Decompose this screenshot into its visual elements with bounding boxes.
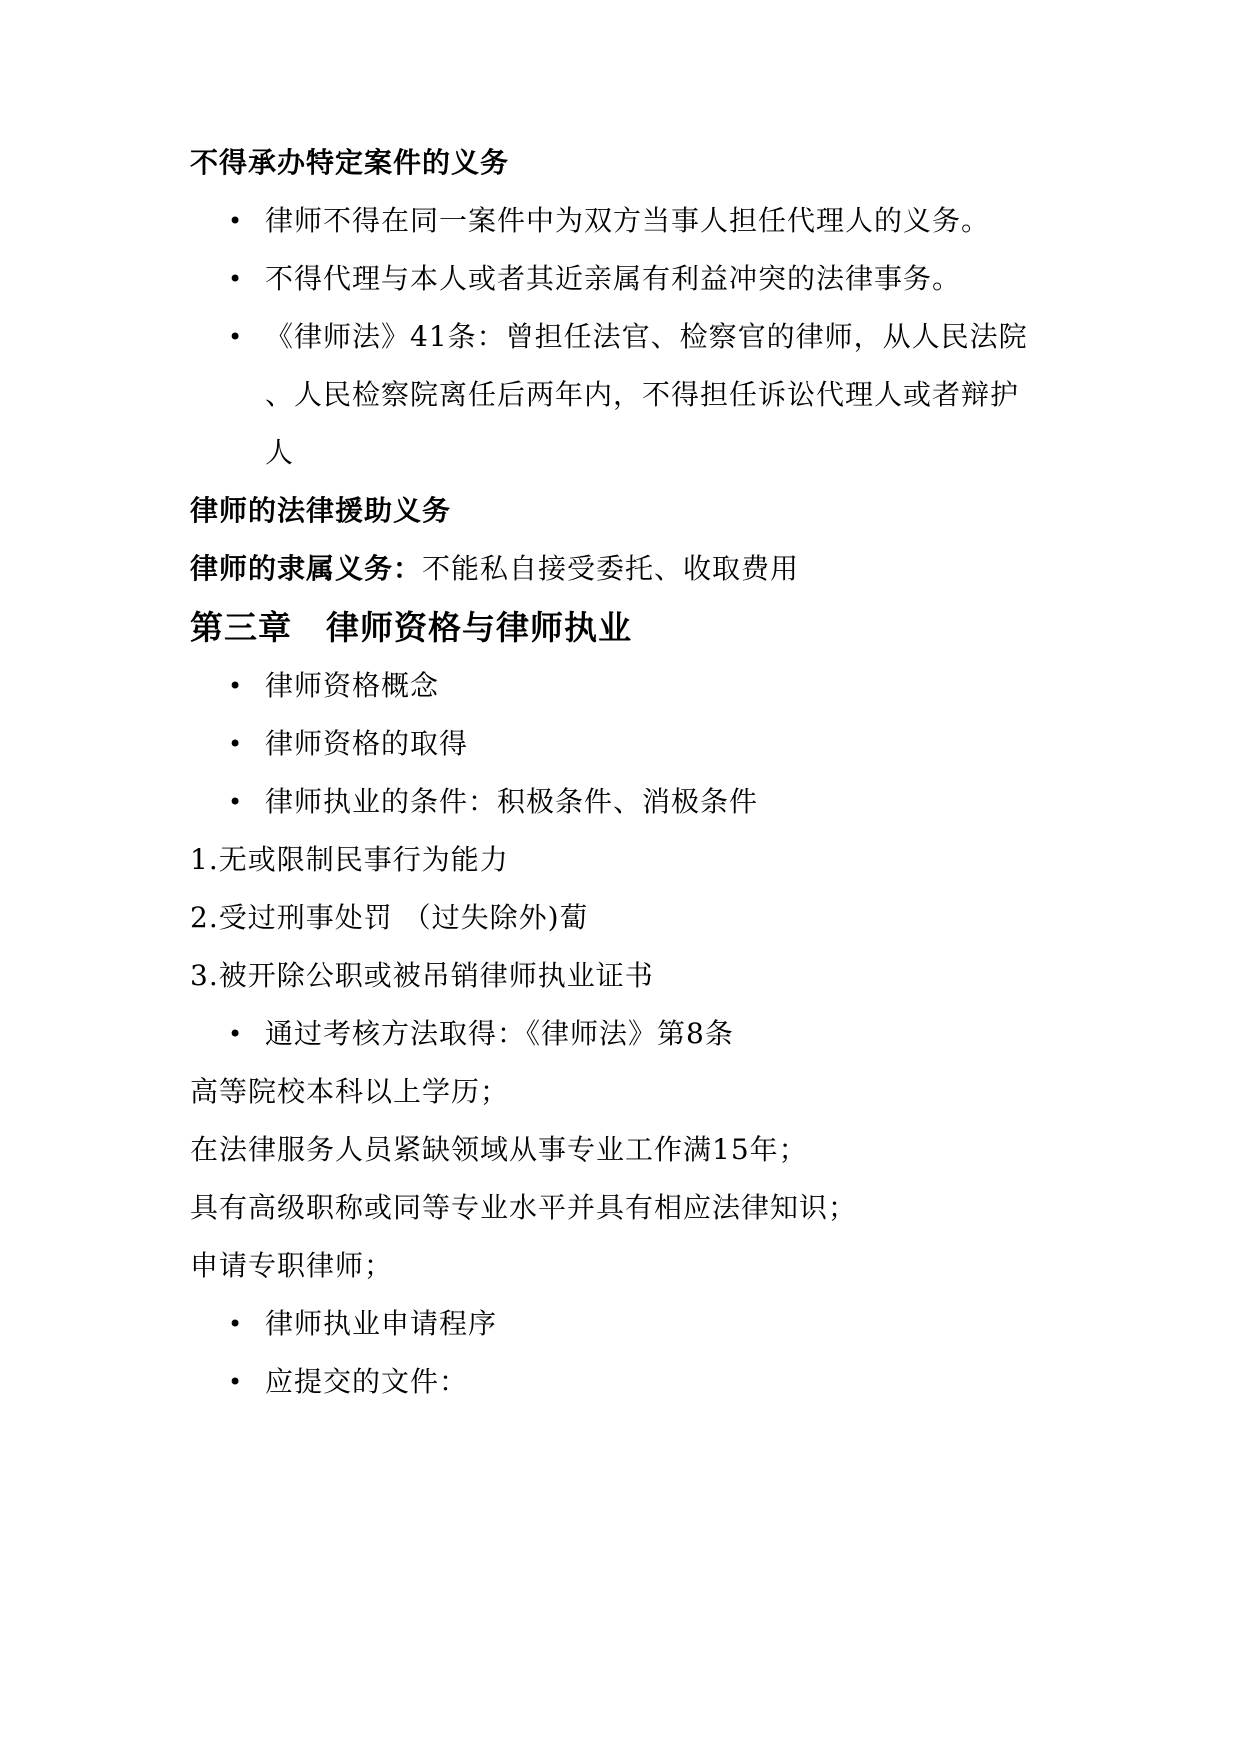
bullet-dot: •	[228, 1310, 243, 1338]
bullet-item: 《律师法》41条：曾担任法官、检察官的律师，从人民法院	[265, 320, 1028, 353]
chapter-title: 第三章 律师资格与律师执业	[190, 608, 632, 647]
requirement-item: 申请专职律师；	[190, 1249, 394, 1282]
bullet-dot: •	[228, 323, 243, 351]
bullet-item: 应提交的文件：	[265, 1365, 469, 1398]
bullet-item: 律师资格的取得	[265, 727, 469, 760]
section-heading-special-cases: 不得承办特定案件的义务	[190, 146, 510, 179]
bullet-dot: •	[228, 1368, 243, 1396]
numbered-item: 2.受过刑事处罚 （过失除外)蔔	[190, 901, 589, 934]
affiliation-label: 律师的隶属义务：	[190, 552, 423, 585]
requirement-item: 具有高级职称或同等专业水平并具有相应法律知识；	[190, 1191, 858, 1224]
bullet-dot: •	[228, 730, 243, 758]
affiliation-text: 不能私自接受委托、收取费用	[422, 552, 800, 585]
bullet-item: 律师执业的条件：积极条件、消极条件	[265, 785, 759, 818]
bullet-item: 不得代理与本人或者其近亲属有利益冲突的法律事务。	[265, 262, 962, 295]
numbered-item: 1.无或限制民事行为能力	[190, 843, 509, 876]
bullet-dot: •	[228, 1020, 243, 1048]
bullet-item: 律师资格概念	[265, 669, 440, 702]
section-heading-affiliation	[190, 549, 799, 589]
bullet-continuation: 人	[265, 436, 295, 469]
bullet-item: 律师不得在同一案件中为双方当事人担任代理人的义务。	[265, 204, 991, 237]
numbered-item: 3.被开除公职或被吊销律师执业证书	[190, 959, 654, 992]
section-heading-legal-aid: 律师的法律援助义务	[190, 494, 452, 527]
bullet-dot: •	[228, 672, 243, 700]
bullet-item: 通过考核方法取得：《律师法》第8条	[265, 1017, 734, 1050]
requirement-item: 在法律服务人员紧缺领域从事专业工作满15年；	[190, 1133, 808, 1166]
bullet-dot: •	[228, 265, 243, 293]
bullet-dot: •	[228, 207, 243, 235]
requirement-item: 高等院校本科以上学历；	[190, 1075, 510, 1108]
bullet-dot: •	[228, 788, 243, 816]
bullet-item: 律师执业申请程序	[265, 1307, 498, 1340]
bullet-continuation: 、人民检察院离任后两年内，不得担任诉讼代理人或者辩护	[265, 378, 1020, 411]
